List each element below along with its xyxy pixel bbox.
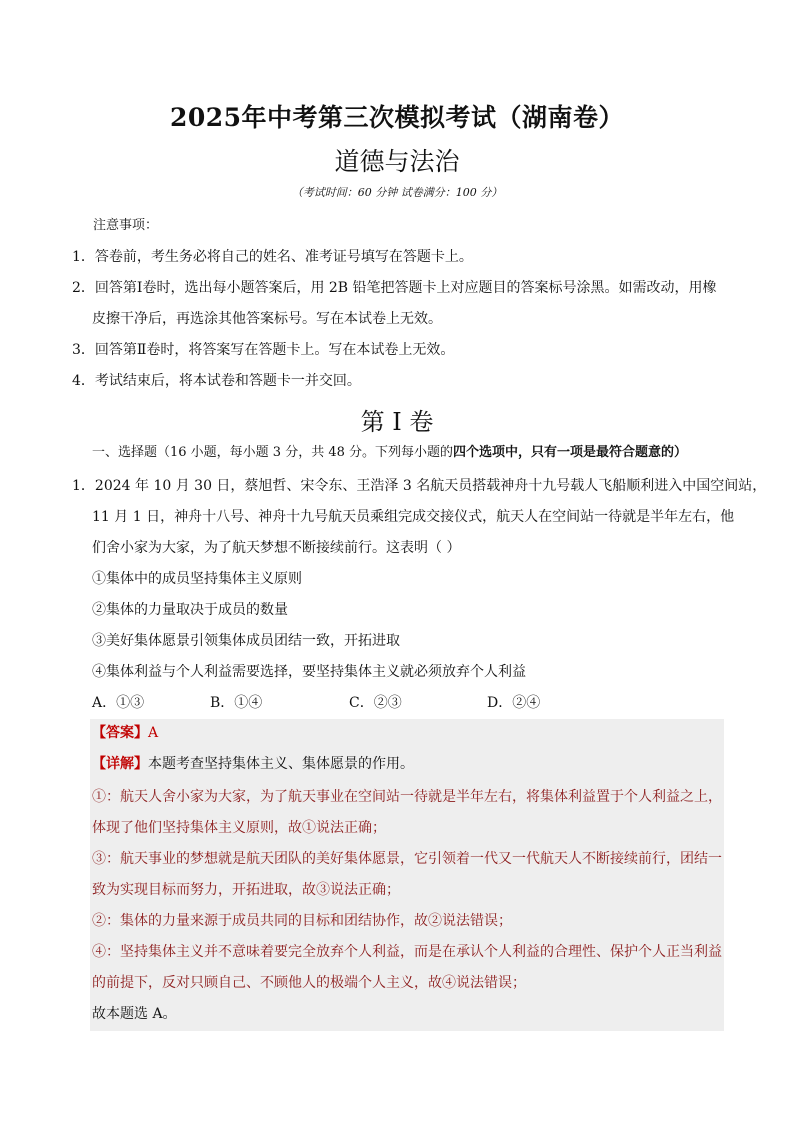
option-b: B．①④ — [210, 695, 263, 711]
question-stem-line-3: 们舍小家为大家，为了航天梦想不断接续前行。这表明（ ） — [92, 540, 461, 556]
exam-time-info: （考试时间：60 分钟 试卷满分：100 分） — [291, 186, 503, 199]
analysis-line-3: ③：航天事业的梦想就是航天团队的美好集体愿景，它引领着一代又一代航天人不断接续前行，团结一 — [92, 851, 722, 867]
answer-tag: 【答案】 — [92, 725, 148, 741]
note-number: 3． — [72, 342, 95, 358]
detail-intro: 本题考查坚持集体主义、集体愿景的作用。 — [148, 756, 414, 772]
analysis-line-1: ①：航天人舍小家为大家，为了航天事业在空间站一待就是半年左右，将集体利益置于个人利益之上， — [92, 789, 722, 805]
subject-title: 道德与法治 — [334, 147, 460, 176]
statement-2: ②集体的力量取决于成员的数量 — [92, 602, 288, 618]
option-a: A．①③ — [92, 695, 145, 711]
question-number: 1． — [72, 478, 95, 494]
statement-3: ③美好集体愿景引领集体成员团结一致，开拓进取 — [92, 633, 400, 649]
note-number: 1． — [72, 249, 95, 265]
option-c: C．②③ — [349, 695, 402, 711]
question-stem-line-1 — [72, 476, 766, 496]
detail-line — [92, 754, 414, 774]
note-text: 回答第Ⅱ卷时，将答案写在答题卡上。写在本试卷上无效。 — [94, 342, 455, 358]
volume-heading: 第 I 卷 — [360, 408, 434, 436]
section-heading-plain: 一、选择题（16 小题，每小题 3 分，共 48 分。下列每小题的 — [92, 445, 454, 460]
question-stem-line-2: 11 月 1 日，神舟十八号、神舟十九号航天员乘组完成交接仪式，航天人在空间站一待就是半年左右，他 — [92, 509, 735, 525]
note-number: 2． — [72, 280, 95, 296]
note-item-2 — [72, 278, 717, 298]
option-d: D．②④ — [487, 695, 541, 711]
note-text: 答卷前，考生务必将自己的姓名、准考证号填写在答题卡上。 — [94, 249, 473, 265]
note-item-1 — [72, 247, 473, 267]
answer-value: A — [148, 725, 159, 741]
section-heading-bold: 四个选项中，只有一项是最符合题意的） — [453, 445, 688, 460]
note-number: 4． — [72, 373, 95, 389]
section-heading — [92, 443, 687, 463]
note-item-2-continued: 皮擦干净后，再选涂其他答案标号。写在本试卷上无效。 — [92, 311, 442, 327]
exam-title: 2025年中考第三次模拟考试（湖南卷） — [169, 103, 625, 132]
analysis-line-5: ②：集体的力量来源于成员共同的目标和团结协作，故②说法错误； — [92, 913, 512, 929]
analysis-line-2: 体现了他们坚持集体主义原则，故①说法正确； — [92, 820, 386, 836]
detail-tag: 【详解】 — [92, 756, 148, 772]
analysis-line-4: 致为实现目标而努力，开拓进取，故③说法正确； — [92, 882, 400, 898]
statement-4: ④集体利益与个人利益需要选择，要坚持集体主义就必须放弃个人利益 — [92, 664, 526, 680]
note-item-4 — [72, 371, 361, 391]
answer-line — [92, 723, 158, 743]
note-text: 考试结束后，将本试卷和答题卡一并交回。 — [94, 373, 361, 389]
question-stem-text: 2024 年 10 月 30 日，蔡旭哲、宋令东、王浩泽 3 名航天员搭载神舟十九号载人飞船顺利进入中国空间站， — [94, 478, 767, 494]
notes-heading: 注意事项： — [93, 218, 159, 233]
analysis-line-6: ④：坚持集体主义并不意味着要完全放弃个人利益，而是在承认个人利益的合理性、保护个人正当利益 — [92, 944, 722, 960]
answer-conclusion: 故本题选 A。 — [92, 1006, 177, 1022]
note-text: 回答第Ⅰ卷时，选出每小题答案后，用 2B 铅笔把答题卡上对应题目的答案标号涂黑。如需改动，用橡 — [94, 280, 717, 296]
analysis-line-7: 的前提下，反对只顾自己、不顾他人的极端个人主义，故④说法错误； — [92, 975, 526, 991]
statement-1: ①集体中的成员坚持集体主义原则 — [92, 571, 302, 587]
note-item-3 — [72, 340, 454, 360]
